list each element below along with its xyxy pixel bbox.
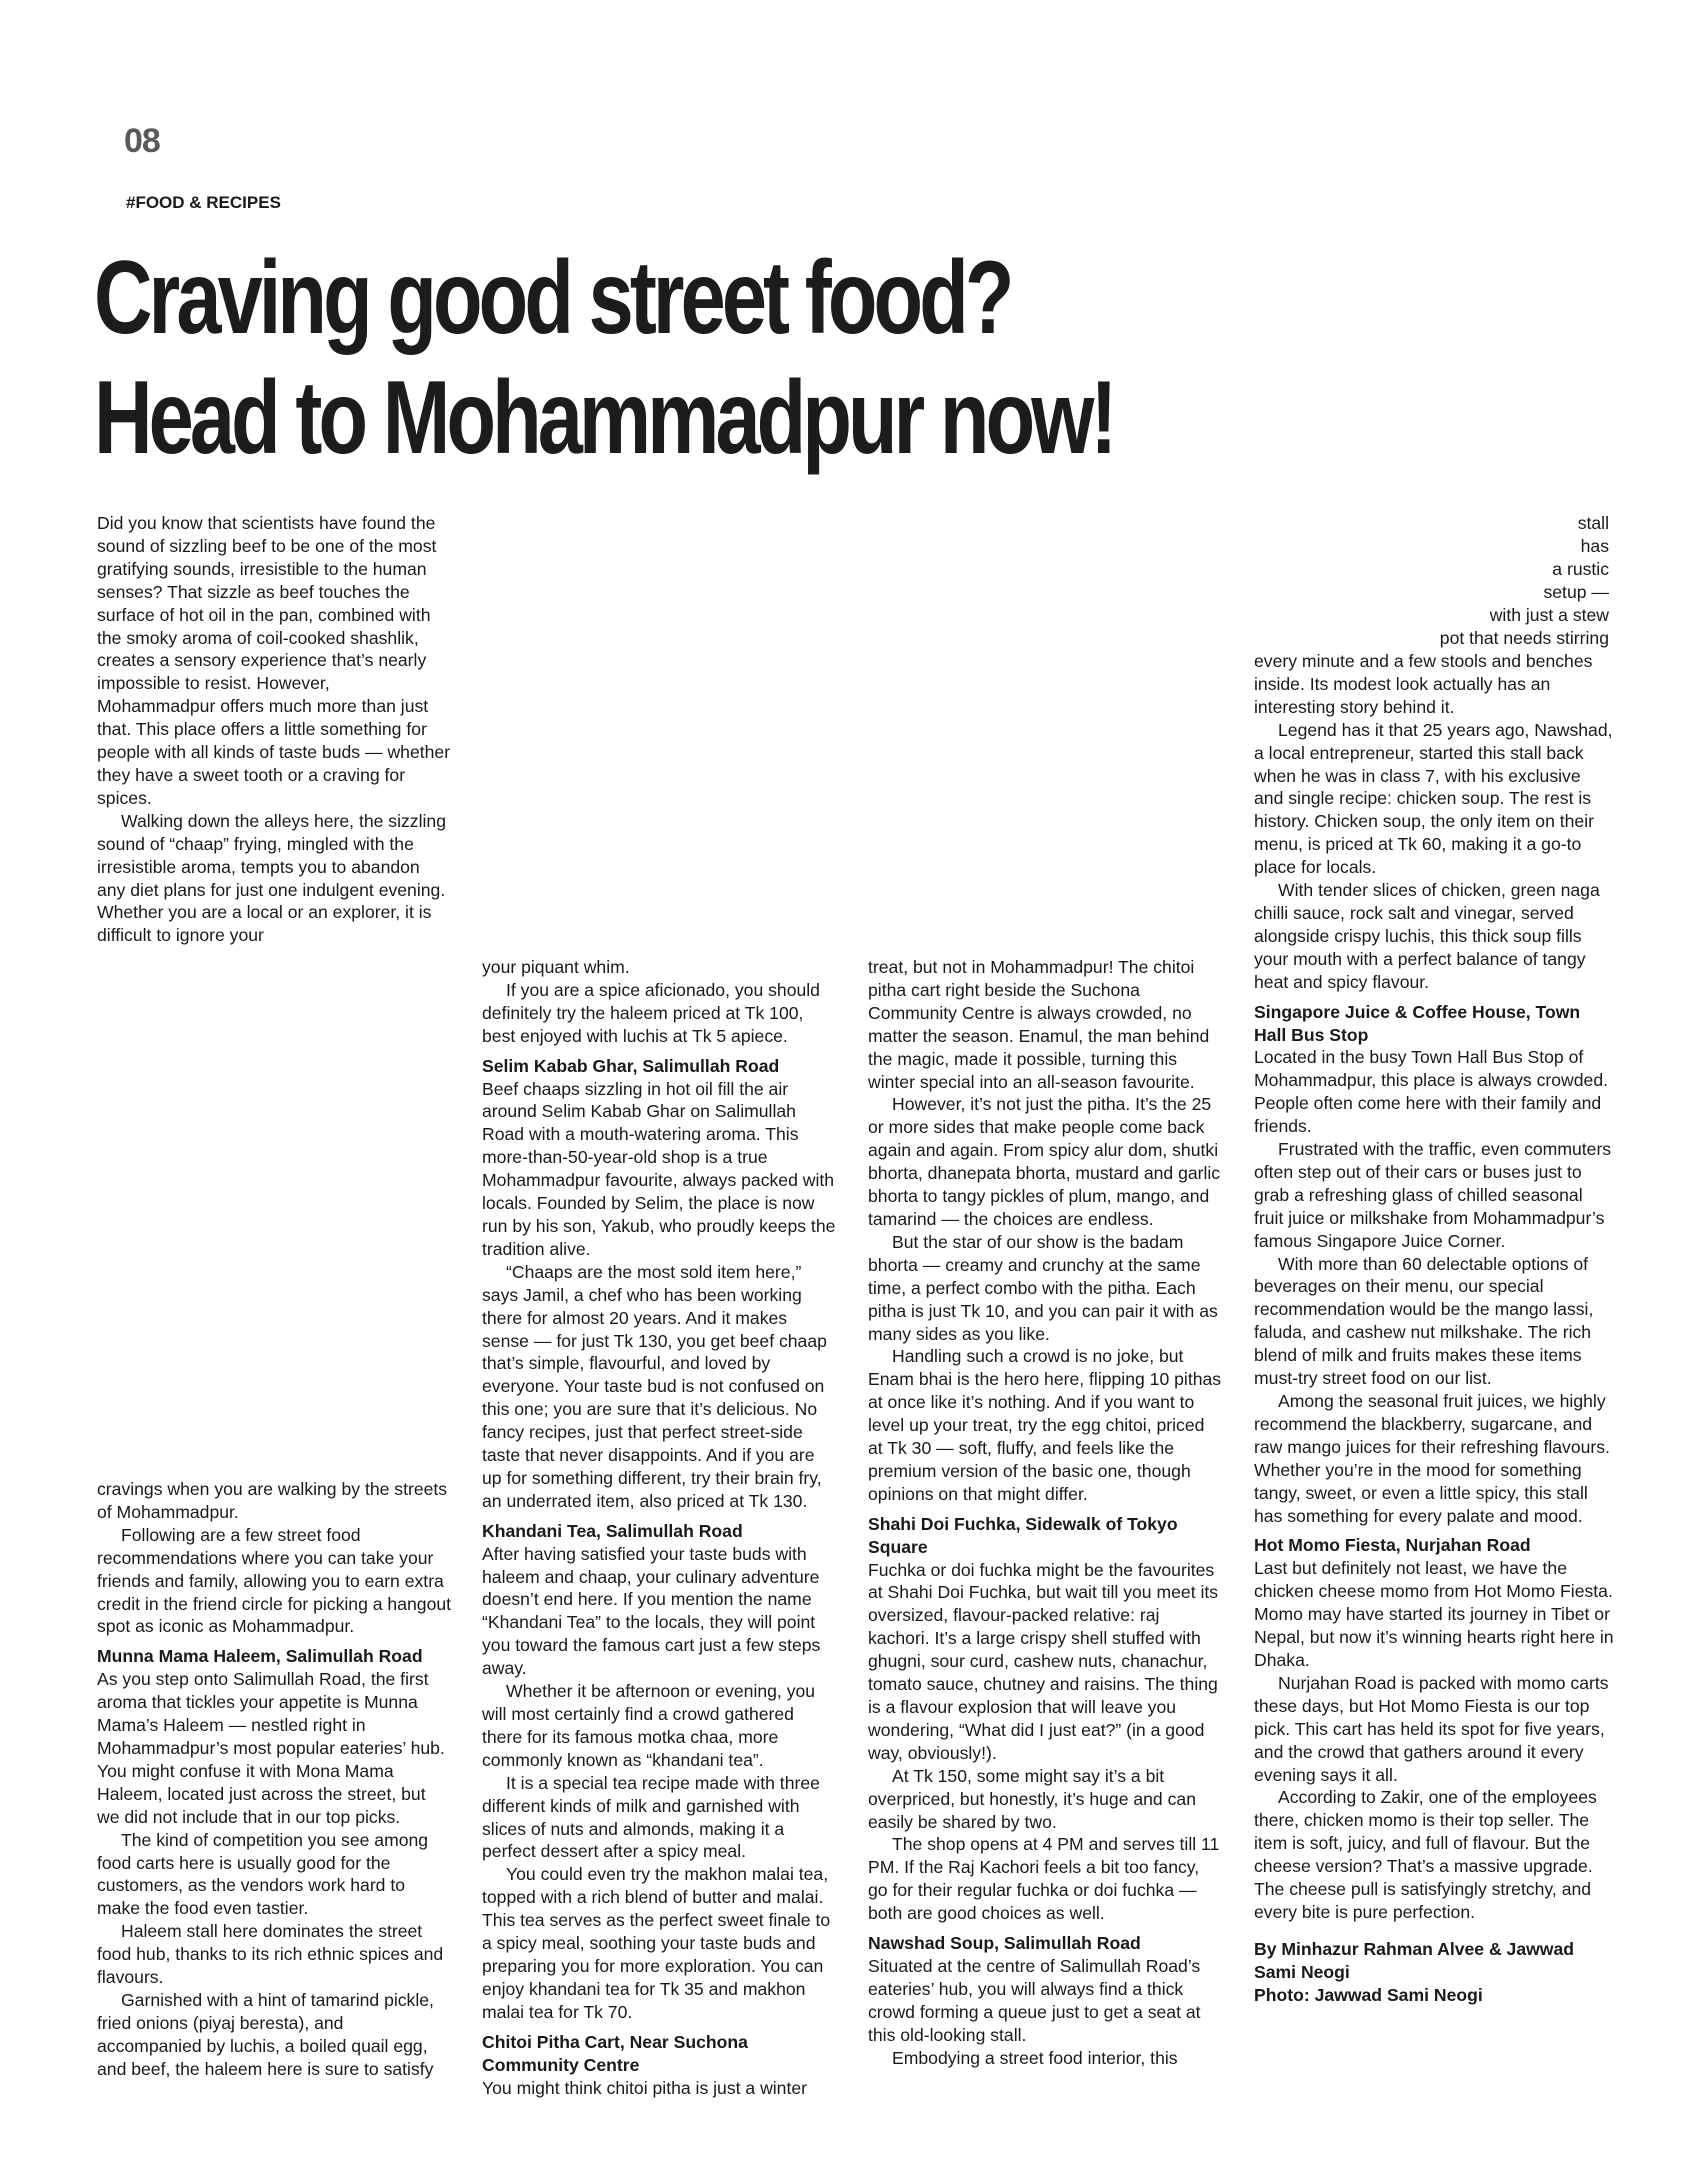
subheading: Nawshad Soup, Salimullah Road xyxy=(868,1933,1141,1954)
column-1-bottom xyxy=(97,1478,452,2081)
paragraph: Handling such a crowd is no joke, but Enam bhai is the hero here, flipping 10 pithas at once like it’s nothing. And if you want to level up your treat, try the egg chitoi, priced at Tk 30 — soft, fluffy, and feels like the premium version of the basic one, though opinions on that might differ. xyxy=(868,1346,1222,1504)
column-3 xyxy=(868,956,1223,2070)
paragraph: With more than 60 delectable options of beverages on their menu, our special recommendation would be the mango lassi, faluda, and cashew nut milkshake. The rich blend of milk and fruits makes these items must-try street food on our list. xyxy=(1254,1253,1594,1389)
paragraph: every minute and a few stools and benches inside. Its modest look actually has an interesting story behind it. xyxy=(1254,651,1593,717)
paragraph: The kind of competition you see among food carts here is usually good for the customers, as the vendors work hard to make the food even tastier. xyxy=(97,1829,429,1919)
headline-line-1: Craving good street food? xyxy=(94,240,1011,356)
paragraph: Nurjahan Road is packed with momo carts these days, but Hot Momo Fiesta is our top pick. This cart has held its spot for five years, and the crowd that gathers around it every evening says it all. xyxy=(1254,1672,1609,1785)
paragraph: cravings when you are walking by the streets of Mohammadpur. xyxy=(97,1479,448,1522)
paragraph: The shop opens at 4 PM and serves till 11 PM. If the Raj Kachori feels a bit too fancy, go for their regular fuchka or doi fuchka — both are good choices as well. xyxy=(868,1834,1220,1924)
subheading: Shahi Doi Fuchka, Sidewalk of Tokyo Square xyxy=(868,1513,1178,1557)
paragraph: It is a special tea recipe made with three different kinds of milk and garnished with slices of nuts and almonds, making it a perfect dessert after a spicy meal. xyxy=(482,1772,820,1862)
paragraph: Legend has it that 25 years ago, Nawshad, a local entrepreneur, started this stall back when he was in class 7, with his exclusive and single recipe: chicken soup. The rest is history. Chicken soup, the only item on their menu, is priced at Tk 60, making it a go-to place for locals. xyxy=(1254,719,1613,878)
subheading: Khandani Tea, Salimullah Road xyxy=(482,1520,743,1541)
byline-photo: Photo: Jawwad Sami Neogi xyxy=(1254,1984,1483,2005)
paragraph: If you are a spice aficionado, you should definitely try the haleem priced at Tk 100, best enjoyed with luchis at Tk 5 apiece. xyxy=(482,979,820,1046)
page-number: 08 xyxy=(124,122,160,160)
paragraph: Haleem stall here dominates the street food hub, thanks to its rich ethnic spices and flavours. xyxy=(97,1921,444,1988)
paragraph: At Tk 150, some might say it’s a bit overpriced, but honestly, it’s huge and can easily be shared by two. xyxy=(868,1765,1196,1832)
wrap-line: has xyxy=(1580,535,1609,556)
paragraph: treat, but not in Mohammadpur! The chitoi pitha cart right beside the Suchona Community Centre is always crowded, no matter the season. Enamul, the man behind the magic, made it possible, turning this winter special into an all-season favourite. xyxy=(868,957,1210,1092)
paragraph: Last but definitely not least, we have the chicken cheese momo from Hot Momo Fiesta. Momo may have started its journey in Tibet or Nepal, but now it’s winning hearts right here in Dhaka. xyxy=(1254,1558,1614,1670)
column-2 xyxy=(482,956,837,2099)
wrap-line: setup — xyxy=(1543,581,1609,602)
wrap-line: stall xyxy=(1577,513,1609,533)
paragraph: Frustrated with the traffic, even commuters often step out of their cars or buses just to grab a refreshing glass of chilled seasonal fruit juice or milkshake from Mohammadpur’s famous Singapore Juice Corner. xyxy=(1254,1139,1612,1251)
wrap-line: with just a stew xyxy=(1489,604,1609,625)
subheading: Singapore Juice & Coffee House, Town Hall Bus Stop xyxy=(1254,1001,1581,1045)
wrap-line: a rustic xyxy=(1552,558,1609,579)
paragraph: Did you know that scientists have found the sound of sizzling beef to be one of the most gratifying sounds, irresistible to the human senses? That sizzle as beef touches the surface of hot oil in the pan, combined with the smoky aroma of coil-cooked shashlik, creates a sensory experience that’s nearly impossible to resist. However, Mohammadpur offers much more than just that. This place offers a little something for people with all kinds of taste buds — whether they have a sweet tooth or a craving for spices. xyxy=(97,513,451,808)
paragraph: However, it’s not just the pitha. It’s the 25 or more sides that make people come back again and again. From spicy alur dom, shutki bhorta, dhanepata bhorta, mustard and garlic bhorta to tangy pickles of plum, mango, and tamarind — the choices are endless. xyxy=(868,1094,1221,1229)
subheading: Selim Kabab Ghar, Salimullah Road xyxy=(482,1055,780,1076)
paragraph: Embodying a street food interior, this xyxy=(892,2047,1178,2068)
paragraph: Fuchka or doi fuchka might be the favourites at Shahi Doi Fuchka, but wait till you meet its oversized, flavour-packed relative: raj kachori. It’s a large crispy shell stuffed with ghugni, sour curd, cashew nuts, chanachur, tomato sauce, chutney and raisins. The thing is a flavour explosion that will leave you wondering, “What did I just eat?” (in a good way, obviously!). xyxy=(868,1559,1219,1763)
subheading: Munna Mama Haleem, Salimullah Road xyxy=(97,1646,423,1667)
paragraph: your piquant whim. xyxy=(482,957,630,977)
headline-line-2: Head to Mohammadpur now! xyxy=(94,360,1114,476)
paragraph: As you step onto Salimullah Road, the first aroma that tickles your appetite is Munna Mama’s Haleem — nestled right in Mohammadpur’s most popular eateries’ hub. You might confuse it with Mona Mama Haleem, located just across the street, but we did not include that in our top picks. xyxy=(97,1669,445,1827)
paragraph: Located in the busy Town Hall Bus Stop of Mohammadpur, this place is always crowded. People often come here with their family and friends. xyxy=(1254,1047,1608,1137)
paragraph: Walking down the alleys here, the sizzling sound of “chaap” frying, mingled with the irresistible aroma, tempts you to abandon any diet plans for just one indulgent evening. Whether you are a local or an explorer, it is difficult to ignore your xyxy=(97,810,446,946)
headline xyxy=(94,238,1114,478)
paragraph: With tender slices of chicken, green naga chilli sauce, rock salt and vinegar, served alongside crispy luchis, this thick soup fills your mouth with a perfect balance of tangy heat and spicy flavour. xyxy=(1254,880,1600,992)
section-tag: #FOOD & RECIPES xyxy=(126,193,281,212)
subheading: Chitoi Pitha Cart, Near Suchona Community Centre xyxy=(482,2031,748,2075)
byline-authors: By Minhazur Rahman Alvee & Jawwad Sami Neogi xyxy=(1254,1938,1575,1982)
paragraph: Following are a few street food recommendations where you can take your friends and family, allowing you to earn extra credit in the friend circle for picking a hangout spot as iconic as Mohammadpur. xyxy=(97,1524,452,1637)
paragraph: Beef chaaps sizzling in hot oil fill the air around Selim Kabab Ghar on Salimullah Road with a mouth-watering aroma. This more-than-50-year-old shop is a true Mohammadpur favourite, always packed with locals. Founded by Selim, the place is now run by his son, Yakub, who proudly keeps the tradition alive. xyxy=(482,1078,836,1259)
column-1-top xyxy=(97,512,452,947)
column-4 xyxy=(1254,650,1614,2007)
paragraph: “Chaaps are the most sold item here,” says Jamil, a chef who has been working there for almost 20 years. And it makes sense — for just Tk 130, you get beef chaap that’s simple, flavourful, and loved by everyone. Your taste bud is not confused on this one; you are sure that it’s delicious. No fancy recipes, just that perfect street-side taste that never disappoints. And if you are up for something different, try their brain fry, an underrated item, also priced at Tk 130. xyxy=(482,1261,827,1511)
paragraph: Garnished with a hint of tamarind pickle, fried onions (piyaj beresta), and accompanied by luchis, a boiled quail egg, and beef, the haleem here is sure to satisfy xyxy=(97,1989,434,2079)
paragraph: After having satisfied your taste buds with haleem and chaap, your culinary adventure doesn’t end here. If you mention the name “Khandani Tea” to the locals, they will point you toward the famous cart just a few steps away. xyxy=(482,1543,821,1679)
paragraph: You might think chitoi pitha is just a winter xyxy=(482,2077,808,2098)
paragraph: According to Zakir, one of the employees there, chicken momo is their top seller. The item is soft, juicy, and full of flavour. But the cheese version? That’s a massive upgrade. The cheese pull is satisfyingly stretchy, and every bite is pure perfection. xyxy=(1254,1787,1597,1922)
paragraph: Situated at the centre of Salimullah Road’s eateries’ hub, you will always find a thick crowd forming a queue just to get a seat at this old-looking stall. xyxy=(868,1955,1201,2045)
paragraph: Whether it be afternoon or evening, you will most certainly find a crowd gathered there for its famous motka chaa, more commonly known as “khandani tea”. xyxy=(482,1681,816,1770)
subheading: Hot Momo Fiesta, Nurjahan Road xyxy=(1254,1535,1531,1556)
paragraph: You could even try the makhon malai tea, topped with a rich blend of butter and malai. This tea serves as the perfect sweet finale to a spicy meal, soothing your taste buds and preparing you for more exploration. You can enjoy khandani tea for Tk 35 and makhon malai tea for Tk 70. xyxy=(482,1864,831,2022)
byline xyxy=(1254,1938,1614,2007)
paragraph: Among the seasonal fruit juices, we highly recommend the blackberry, sugarcane, and raw mango juices for their refreshing flavours. Whether you’re in the mood for something tangy, sweet, or even a little spicy, this stall has something for every palate and mood. xyxy=(1254,1391,1610,1526)
paragraph: But the star of our show is the badam bhorta — creamy and crunchy at the same time, a perfect combo with the pitha. Each pitha is just Tk 10, and you can pair it with as many sides as you like. xyxy=(868,1231,1218,1344)
wrap-line: pot that needs stirring xyxy=(1439,627,1609,648)
column-4-wrap-lines xyxy=(1309,512,1609,649)
